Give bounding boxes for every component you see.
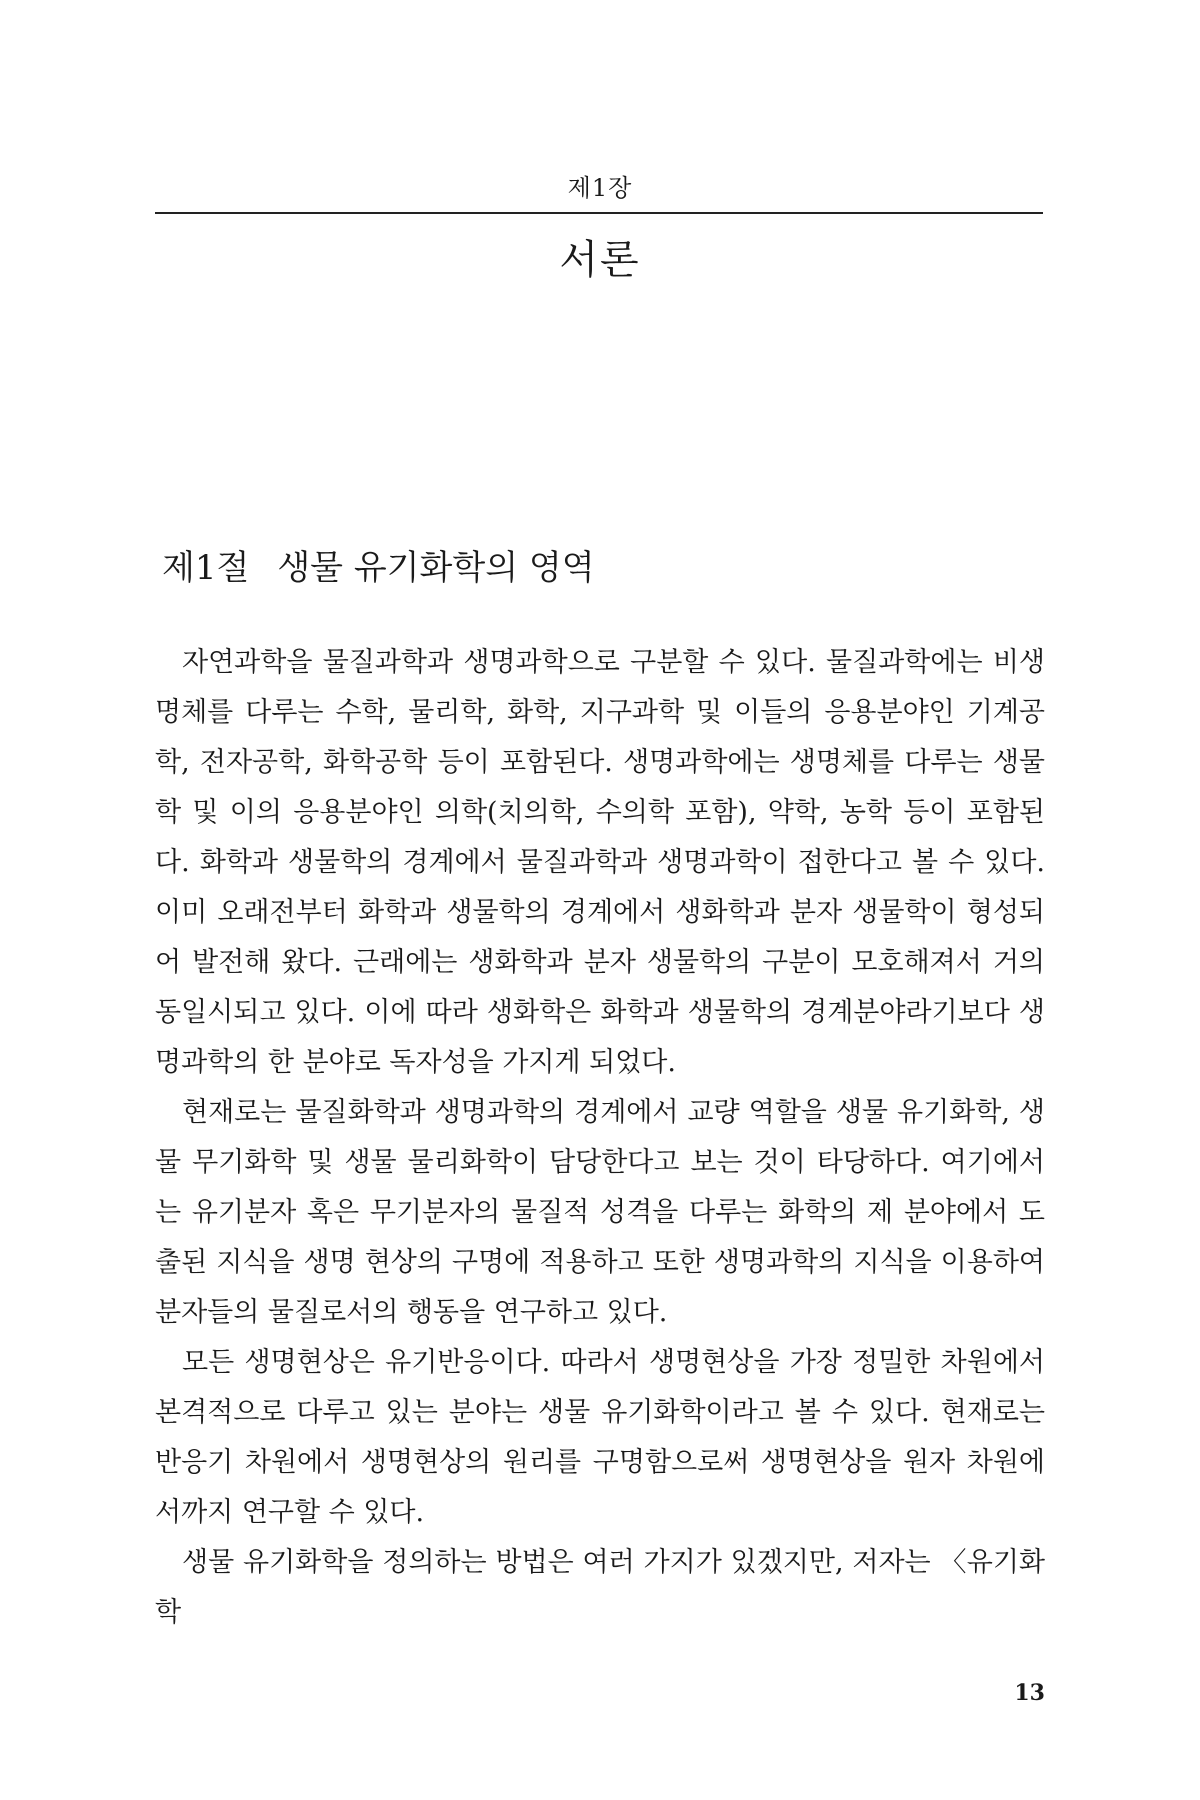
chapter-divider: [155, 212, 1043, 214]
body-text: [155, 638, 1045, 1638]
chapter-title: 서론: [559, 237, 641, 283]
paragraph: 생물 유기화학을 정의하는 방법은 여러 가지가 있겠지만, 저자는 〈유기화학: [155, 1547, 1045, 1628]
page-number: 13: [1014, 1680, 1045, 1706]
section-heading: [162, 540, 595, 589]
section-number: 제1절: [162, 548, 250, 588]
paragraph: 모든 생명현상은 유기반응이다. 따라서 생명현상을 가장 정밀한 차원에서 본격적으로 다루고 있는 분야는 생물 유기화학이라고 볼 수 있다. 현재로는 반응기 차원에서 생명현상의 원리를 구명함으로써 생명현상을 원자 차원에서까지 연구할 수 있다.: [155, 1347, 1045, 1528]
chapter-label: 제1장: [567, 174, 633, 202]
paragraph: 자연과학을 물질과학과 생명과학으로 구분할 수 있다. 물질과학에는 비생명체를 다루는 수학, 물리학, 화학, 지구과학 및 이들의 응용분야인 기계공학, 전자공학, 화학공학 등이 포함된다. 생명과학에는 생명체를 다루는 생물학 및 이의 응용분야인 의학(치의학, 수의학 포함), 약학, 농학 등이 포함된다. 화학과 생물학의 경계에서 물질과학과 생명과학이 접한다고 볼 수 있다. 이미 오래전부터 화학과 생물학의 경계에서 생화학과 분자 생물학이 형성되어 발전해 왔다. 근래에는 생화학과 분자 생물학의 구분이 모호해져서 거의 동일시되고 있다. 이에 따라 생화학은 화학과 생물학의 경계분야라기보다 생명과학의 한 분야로 독자성을 가지게 되었다.: [155, 647, 1045, 1078]
paragraph: 현재로는 물질화학과 생명과학의 경계에서 교량 역할을 생물 유기화학, 생물 무기화학 및 생물 물리화학이 담당한다고 보는 것이 타당하다. 여기에서는 유기분자 혹은 무기분자의 물질적 성격을 다루는 화학의 제 분야에서 도출된 지식을 생명 현상의 구명에 적용하고 또한 생명과학의 지식을 이용하여 분자들의 물질로서의 행동을 연구하고 있다.: [155, 1097, 1045, 1328]
section-title: 생물 유기화학의 영역: [277, 548, 595, 588]
